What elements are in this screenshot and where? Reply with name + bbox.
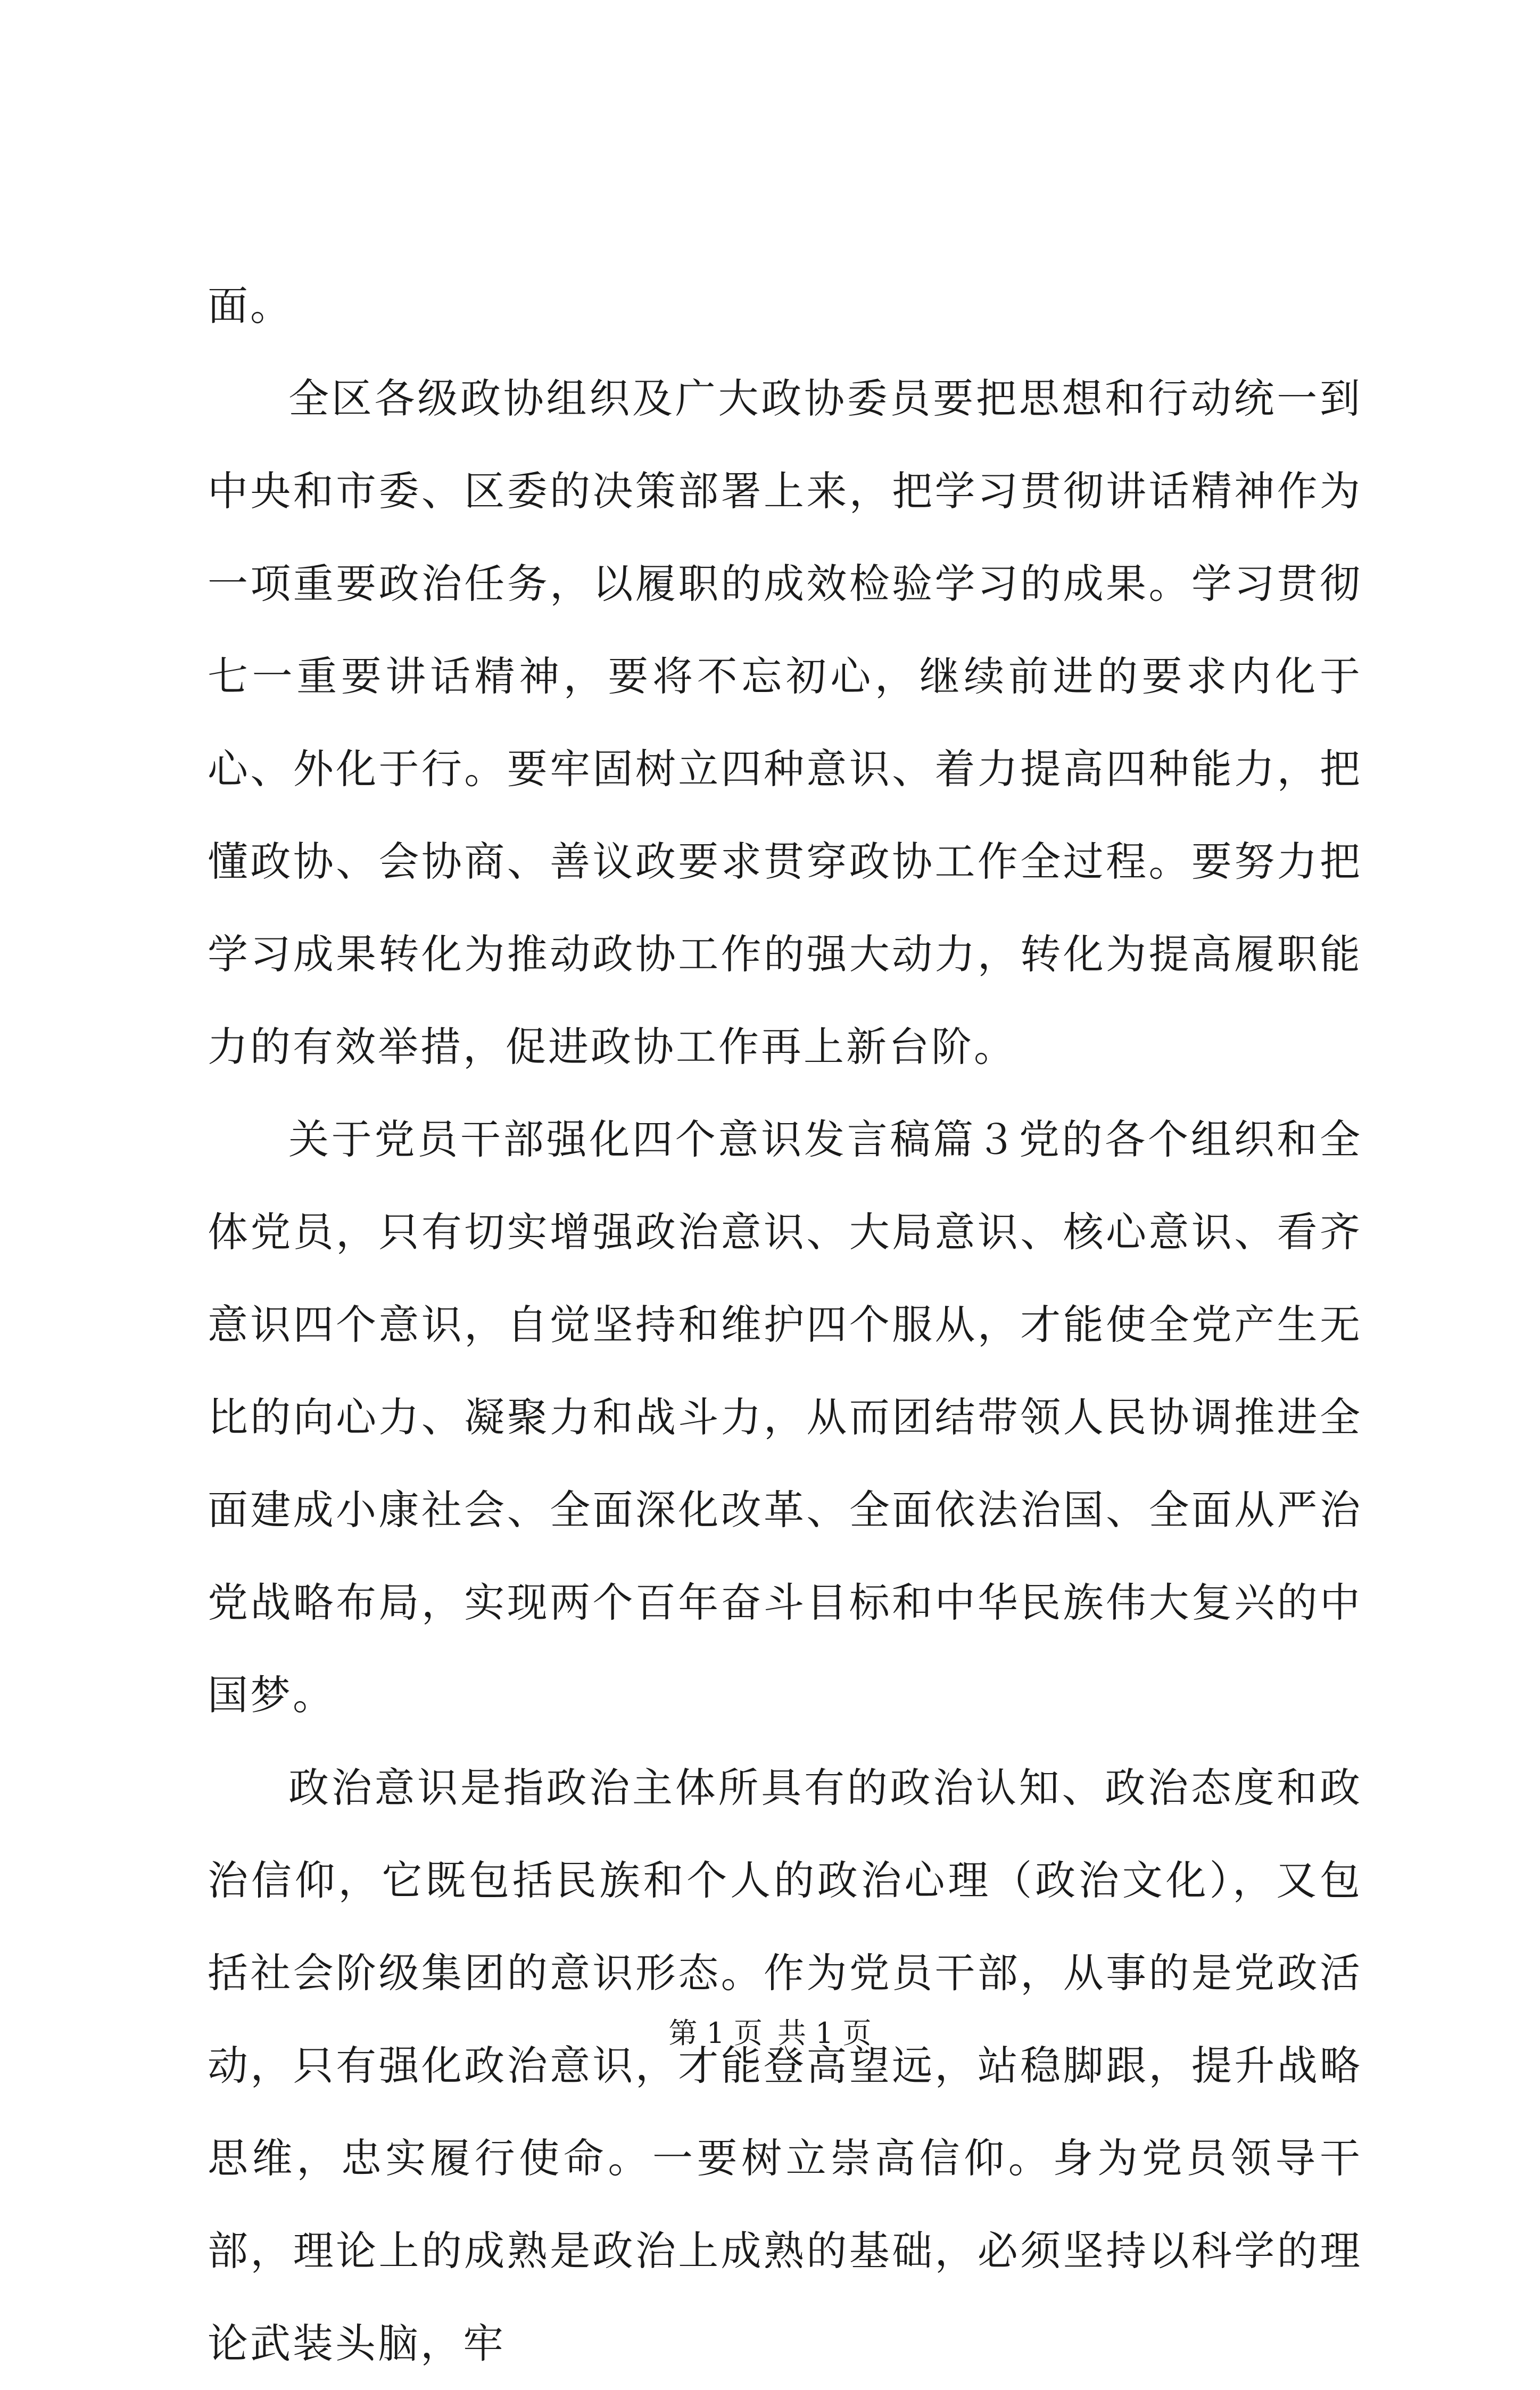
page-footer <box>0 2015 1540 2052</box>
page-total: 共 1 页 <box>777 2016 872 2050</box>
page-number: 第 1 页 <box>668 2016 763 2050</box>
paragraph: 面。 <box>208 282 293 329</box>
document-body <box>208 260 1362 2390</box>
paragraph: 全区各级政协组织及广大政协委员要把思想和行动统一到中央和市委、区委的决策部署上来，把学习贯彻讲话精神作为一项重要政治任务，以履职的成效检验学习的成果。学习贯彻七一重要讲话精神，要将不忘初心，继续前进的要求内化于心、外化于行。要牢固树立四种意识、着力提高四种能力，把懂政协、会协商、善议政要求贯穿政协工作全过程。要努力把学习成果转化为推动政协工作的强大动力，转化为提高履职能力的有效举措，促进政协工作再上新台阶。 <box>208 375 1362 1070</box>
paragraph: 政治意识是指政治主体所具有的政治认知、政治态度和政治信仰，它既包括民族和个人的政治心理（政治文化），又包括社会阶级集团的意识形态。作为党员干部，从事的是党政活动，只有强化政治意识，才能登高望远，站稳脚跟，提升战略思维，忠实履行使命。一要树立崇高信仰。身为党员领导干部，理论上的成熟是政治上成熟的基础，必须坚持以科学的理论武装头脑，牢 <box>208 1764 1362 2367</box>
paragraph: 关于党员干部强化四个意识发言稿篇３党的各个组织和全体党员，只有切实增强政治意识、大局意识、核心意识、看齐意识四个意识，自觉坚持和维护四个服从，才能使全党产生无比的向心力、凝聚力和战斗力，从而团结带领人民协调推进全面建成小康社会、全面深化改革、全面依法治国、全面从严治党战略布局，实现两个百年奋斗目标和中华民族伟大复兴的中国梦。 <box>208 1116 1362 1719</box>
